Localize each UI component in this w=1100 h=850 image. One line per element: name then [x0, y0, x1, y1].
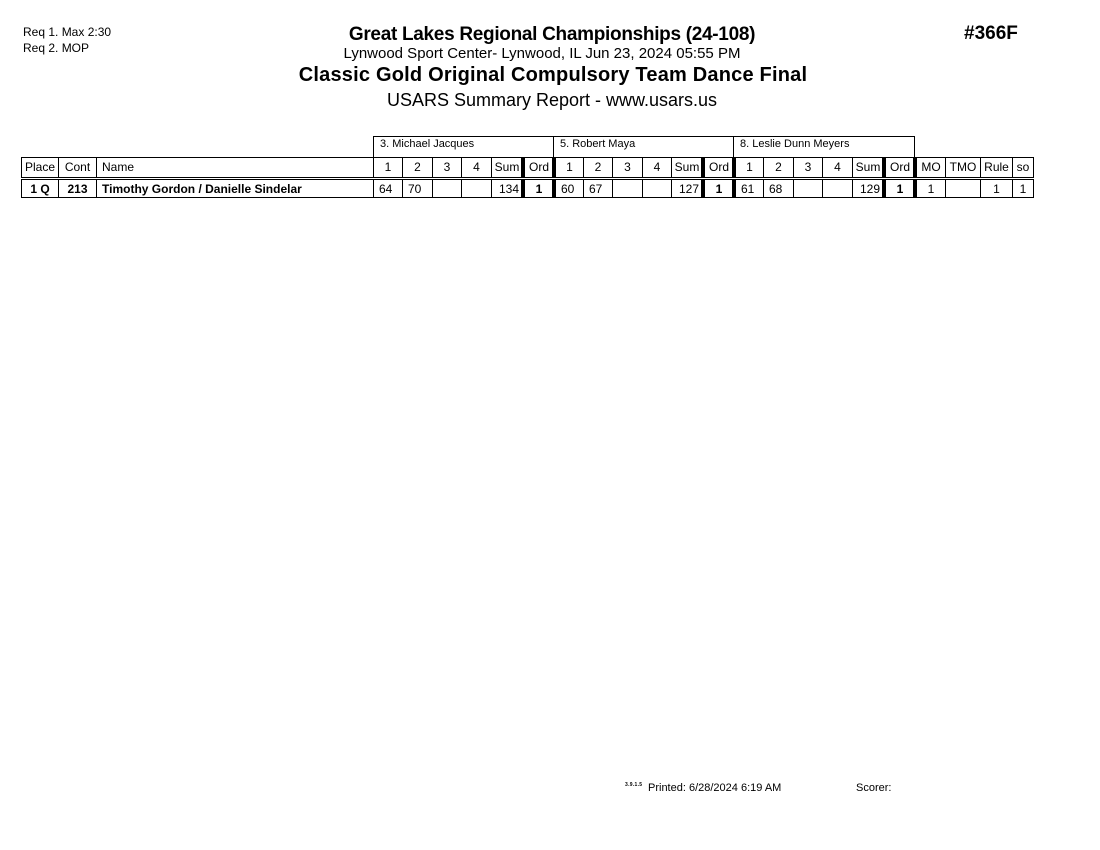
col-cont: Cont [58, 157, 96, 177]
j2-score-1: 60 [552, 179, 583, 198]
j2-score-2: 67 [583, 179, 612, 198]
col-j1-2: 2 [402, 157, 432, 177]
col-j3-2: 2 [763, 157, 793, 177]
j1-score-4 [461, 179, 491, 198]
j3-score-4 [822, 179, 852, 198]
so-cell: 1 [1012, 179, 1034, 198]
j3-score-2: 68 [763, 179, 793, 198]
j3-score-1: 61 [732, 179, 763, 198]
competition-title: Great Lakes Regional Championships (24-108) [348, 24, 756, 45]
j3-sum: 129 [852, 179, 883, 198]
cont-cell: 213 [58, 179, 96, 198]
col-j1-sum: Sum [491, 157, 522, 177]
header-divider [21, 177, 1034, 178]
place-cell: 1 Q [21, 179, 58, 198]
rule-cell: 1 [980, 179, 1012, 198]
col-so: so [1012, 157, 1034, 177]
j2-score-3 [612, 179, 642, 198]
j1-score-2: 70 [402, 179, 432, 198]
judge-header-3 [733, 136, 915, 157]
col-j2-4: 4 [642, 157, 671, 177]
judge-header-2 [553, 136, 734, 157]
col-j2-1: 1 [552, 157, 583, 177]
mo-cell: 1 [913, 179, 945, 198]
venue-datetime: Lynwood Sport Center- Lynwood, IL Jun 23, 2024 05:55 PM [343, 45, 741, 62]
tmo-cell [945, 179, 980, 198]
requirement-2: Req 2. MOP [23, 41, 90, 55]
col-j2-2: 2 [583, 157, 612, 177]
judge-name: 8. Leslie Dunn Meyers [740, 138, 850, 150]
judge-header-1 [373, 136, 554, 157]
j2-ord: 1 [701, 179, 733, 198]
j1-score-1: 64 [373, 179, 402, 198]
col-j2-ord: Ord [701, 157, 733, 177]
scorer-label: Scorer: [856, 782, 892, 794]
col-j3-1: 1 [732, 157, 763, 177]
col-j2-3: 3 [612, 157, 642, 177]
col-j1-ord: Ord [521, 157, 553, 177]
col-rule: Rule [980, 157, 1012, 177]
j3-score-3 [793, 179, 822, 198]
judge-name: 5. Robert Maya [560, 138, 636, 150]
judge-name: 3. Michael Jacques [380, 138, 475, 150]
event-title: Classic Gold Original Compulsory Team Dance Final [298, 64, 808, 86]
col-mo: MO [913, 157, 945, 177]
col-j1-4: 4 [461, 157, 491, 177]
col-place: Place [21, 157, 58, 177]
col-j3-3: 3 [793, 157, 822, 177]
col-j1-1: 1 [373, 157, 402, 177]
j2-score-4 [642, 179, 671, 198]
col-j2-sum: Sum [671, 157, 702, 177]
col-name: Name [96, 157, 373, 177]
requirement-1: Req 1. Max 2:30 [23, 25, 112, 39]
printed-timestamp: Printed: 6/28/2024 6:19 AM [648, 782, 782, 794]
col-j1-3: 3 [432, 157, 461, 177]
col-j3-4: 4 [822, 157, 852, 177]
name-cell: Timothy Gordon / Danielle Sindelar [96, 179, 373, 198]
j1-ord: 1 [521, 179, 553, 198]
col-tmo: TMO [945, 157, 980, 177]
col-j3-ord: Ord [882, 157, 914, 177]
version-label: 3.9.1.5 [625, 782, 643, 788]
report-title: USARS Summary Report - www.usars.us [386, 90, 718, 110]
j3-ord: 1 [882, 179, 914, 198]
col-j3-sum: Sum [852, 157, 883, 177]
j2-sum: 127 [671, 179, 702, 198]
event-number: #366F [964, 23, 1018, 44]
j1-sum: 134 [491, 179, 522, 198]
j1-score-3 [432, 179, 461, 198]
